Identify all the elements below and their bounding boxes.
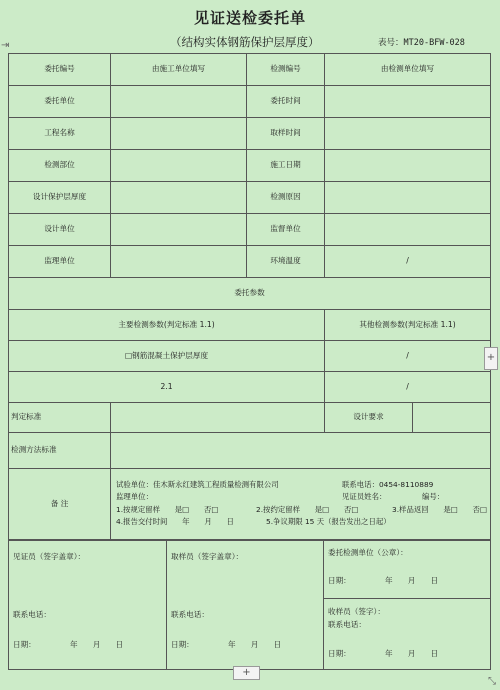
test-method-label: 检测方法标准 xyxy=(9,433,111,469)
resize-handle-icon[interactable]: ⤡ xyxy=(488,676,496,687)
sampler-signature-cell[interactable] xyxy=(167,540,324,670)
witness-date-label: 日期： 年 月 日 xyxy=(13,640,124,649)
add-column-button[interactable]: + xyxy=(484,347,498,370)
input-cell[interactable] xyxy=(111,182,247,214)
report-delivery-time[interactable]: 4.报告交付时间 年 月 日 xyxy=(116,517,234,526)
form-row xyxy=(9,433,491,469)
label-cell: 环境温度 xyxy=(247,246,325,278)
input-cell[interactable] xyxy=(325,150,491,182)
witness-name-field[interactable]: 见证员姓名： xyxy=(342,492,387,501)
input-cell[interactable] xyxy=(111,118,247,150)
sampler-date-label: 日期： 年 月 日 xyxy=(171,640,282,649)
main-params-header: 主要检测参数(判定标准 1.1) xyxy=(9,310,325,341)
input-cell[interactable]: 由检测单位填写 xyxy=(325,54,491,86)
other-standard: / xyxy=(325,372,491,403)
label-cell: 委托时间 xyxy=(247,86,325,118)
page-subtitle: （结构实体钢筋保护层厚度） xyxy=(170,35,320,49)
form-row xyxy=(9,403,491,433)
label-cell: 工程名称 xyxy=(9,118,111,150)
section-header-row xyxy=(9,278,491,310)
witness-signature-cell[interactable] xyxy=(9,540,167,670)
form-row xyxy=(9,246,491,278)
input-cell[interactable]: 由施工单位填写 xyxy=(111,54,247,86)
input-cell[interactable] xyxy=(111,214,247,246)
row-resize-handle[interactable]: ⇥ xyxy=(1,40,10,51)
form-row xyxy=(9,86,491,118)
receiver-phone-label: 联系电话： xyxy=(328,620,366,629)
standard-number: 2.1 xyxy=(9,372,325,403)
form-row xyxy=(9,214,491,246)
label-cell: 检测部位 xyxy=(9,150,111,182)
params-section-header: 委托参数 xyxy=(9,278,491,310)
label-cell: 委托单位 xyxy=(9,86,111,118)
label-cell: 监督单位 xyxy=(247,214,325,246)
label-cell: 取样时间 xyxy=(247,118,325,150)
input-cell[interactable] xyxy=(325,182,491,214)
input-cell[interactable] xyxy=(325,86,491,118)
commission-form-table xyxy=(8,53,491,541)
add-row-button[interactable]: + xyxy=(233,666,260,680)
client-lab-date-label: 日期： 年 月 日 xyxy=(328,576,439,585)
client-lab-seal-label: 委托检测单位（公章）： xyxy=(328,548,408,557)
input-cell[interactable] xyxy=(111,86,247,118)
label-cell: 检测原因 xyxy=(247,182,325,214)
label-cell: 检测编号 xyxy=(247,54,325,86)
form-row xyxy=(9,118,491,150)
lab-phone: 联系电话：0454-8110889 xyxy=(342,479,434,489)
input-cell[interactable] xyxy=(111,246,247,278)
main-param-item[interactable]: □钢筋混凝土保护层厚度 xyxy=(9,341,325,372)
judgement-standard-label: 判定标准 xyxy=(9,403,111,433)
option-agreed-sample[interactable]: 2.按约定留样 是□ 否□ xyxy=(256,504,359,514)
label-cell: 委托编号 xyxy=(9,54,111,86)
remarks-label: 备 注 xyxy=(9,469,111,541)
form-row xyxy=(9,310,491,341)
other-params-header: 其他检测参数(判定标准 1.1) xyxy=(325,310,491,341)
witness-phone-label: 联系电话： xyxy=(13,610,51,619)
label-cell: 设计保护层厚度 xyxy=(9,182,111,214)
test-method-input[interactable] xyxy=(111,433,491,469)
receiver-signature-label: 收样员（签字）： xyxy=(328,607,385,616)
label-cell: 设计单位 xyxy=(9,214,111,246)
remarks-content xyxy=(111,469,491,541)
form-row xyxy=(9,182,491,214)
judgement-standard-input[interactable] xyxy=(111,403,325,433)
remarks-row xyxy=(9,469,491,541)
sampler-signature-label: 取样员（签字盖章）： xyxy=(171,552,244,561)
receiver-cell[interactable] xyxy=(324,599,491,670)
sampler-phone-label: 联系电话： xyxy=(171,610,209,619)
label-cell: 施工日期 xyxy=(247,150,325,182)
form-number: 表号：MT20-BFW-028 xyxy=(378,38,465,48)
label-cell: 监理单位 xyxy=(9,246,111,278)
input-cell[interactable] xyxy=(325,214,491,246)
input-cell[interactable] xyxy=(325,118,491,150)
number-field[interactable]: 编号： xyxy=(422,492,445,501)
input-cell[interactable]: / xyxy=(325,246,491,278)
supervisor-field[interactable]: 监理单位： xyxy=(116,492,153,501)
design-requirement-input[interactable] xyxy=(413,403,491,433)
form-row xyxy=(9,341,491,372)
signature-row xyxy=(9,540,491,599)
input-cell[interactable] xyxy=(111,150,247,182)
dispute-period: 5.争议期限 15 天（报告发出之日起） xyxy=(266,517,391,526)
design-requirement-label: 设计要求 xyxy=(325,403,413,433)
lab-name: 试验单位：佳木斯永红建筑工程质量检测有限公司 xyxy=(116,479,279,489)
form-row xyxy=(9,54,491,86)
witness-signature-label: 见证员（签字盖章）： xyxy=(13,552,86,561)
page-title: 见证送检委托单 xyxy=(193,9,306,27)
option-retained-sample[interactable]: 1.按规定留样 是□ 否□ xyxy=(116,504,219,514)
form-row xyxy=(9,150,491,182)
form-row xyxy=(9,372,491,403)
option-sample-return[interactable]: 3.样品返回 是□ 否□ xyxy=(392,504,487,514)
signature-table xyxy=(8,539,491,670)
other-param-item[interactable]: / xyxy=(325,341,491,372)
client-lab-cell[interactable] xyxy=(324,540,491,599)
receiver-date-label: 日期： 年 月 日 xyxy=(328,649,439,658)
